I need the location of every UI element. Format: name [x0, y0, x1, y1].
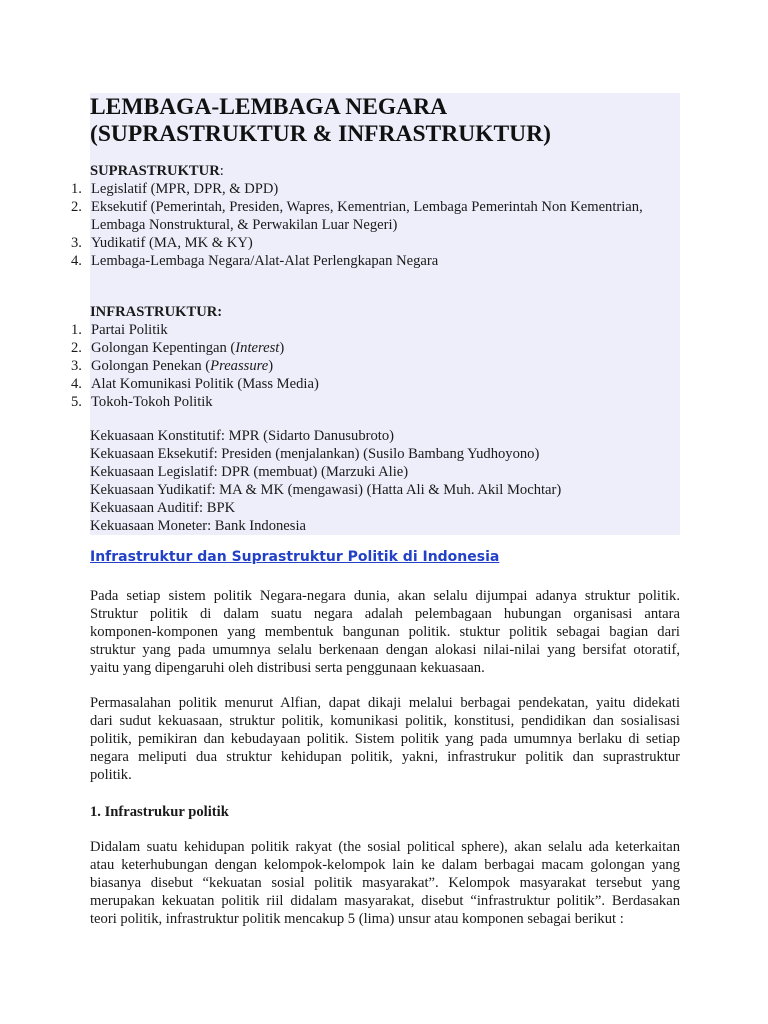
list-item: 5. Tokoh-Tokoh Politik	[71, 394, 213, 410]
paragraph-1: Pada setiap sistem politik Negara-negara dunia, akan selalu dijumpai adanya struktur politik. Struktur politik di dalam suatu negara adalah pelembagaan hubungan organisasi antara komponen-komponen yang membentuk bangunan politik. stuktur politik sebagai bagian dari struktur yang pada umumnya selalu berkenaan dengan alokasi nilai-nilai yang bersifat otoratif, yaitu yang dipengaruhi oleh distribusi serta penggunaan kekuasaan.	[90, 588, 680, 676]
paragraph-2: Permasalahan politik menurut Alfian, dapat dikaji melalui berbagai pendekatan, yaitu didekati dari sudut kekuasaan, struktur politik, komunikasi politik, konstitusi, pendidikan dan sosialisasi politik, pemikiran dan kebudayaan politik. Sistem politik yang pada umumnya berlaku di setiap negara meliputi dua struktur kehidupan politik, yakni, infrastrukur politik dan suprastruktur politik.	[90, 695, 680, 783]
article-title-link[interactable]: Infrastruktur dan Suprastruktur Politik di Indonesia	[90, 549, 500, 565]
kekuasaan-line: Kekuasaan Auditif: BPK	[90, 500, 236, 516]
list-item: 3. Golongan Penekan (Preassure)	[71, 358, 274, 374]
kekuasaan-line: Kekuasaan Yudikatif: MA & MK (mengawasi) (Hatta Ali & Muh. Akil Mochtar)	[90, 482, 562, 498]
suprastruktur-list	[0, 180, 680, 270]
kekuasaan-list	[90, 427, 561, 535]
list-item: 1. Partai Politik	[71, 322, 168, 338]
suprastruktur-heading: SUPRASTRUKTUR:	[90, 163, 224, 179]
list-item: 1. Legislatif (MPR, DPR, & DPD)	[71, 181, 279, 197]
title-line-1: LEMBAGA-LEMBAGA NEGARA	[90, 94, 448, 120]
section-subheading: 1. Infrastrukur politik	[90, 804, 229, 820]
kekuasaan-line: Kekuasaan Legislatif: DPR (membuat) (Marzuki Alie)	[90, 464, 409, 480]
title-line-2: (SUPRASTRUKTUR & INFRASTRUKTUR)	[90, 121, 551, 147]
list-item: 4. Lembaga-Lembaga Negara/Alat-Alat Perlengkapan Negara	[71, 253, 439, 269]
list-item: 2. Eksekutif (Pemerintah, Presiden, Wapres, Kementrian, Lembaga Pemerintah Non Kementrian, Lembaga Nonstruktural, & Perwakilan Luar Negeri)	[71, 199, 643, 233]
list-item: 4. Alat Komunikasi Politik (Mass Media)	[71, 376, 319, 392]
page-title	[90, 94, 551, 148]
kekuasaan-line: Kekuasaan Moneter: Bank Indonesia	[90, 518, 306, 534]
list-item: 2. Golongan Kepentingan (Interest)	[71, 340, 285, 356]
paragraph-3: Didalam suatu kehidupan politik rakyat (the sosial political sphere), akan selalu ada keterkaitan atau keterhubungan dengan kelompok-kelompok lain ke dalam berbagai macam golongan yang biasanya disebut “kekuatan sosial politik masyarakat”. Kelompok masyarakat tersebut yang merupakan kekuatan politik riil didalam masyarakat, disebut “infrastruktur politik”. Berdasakan teori politik, infrastruktur politik mencakup 5 (lima) unsur atau komponen sebagai berikut :	[90, 839, 680, 927]
infrastruktur-list	[0, 321, 680, 411]
list-item: 3. Yudikatif (MA, MK & KY)	[71, 235, 253, 251]
kekuasaan-line: Kekuasaan Eksekutif: Presiden (menjalankan) (Susilo Bambang Yudhoyono)	[90, 446, 540, 462]
kekuasaan-line: Kekuasaan Konstitutif: MPR (Sidarto Danusubroto)	[90, 428, 395, 444]
infrastruktur-heading: INFRASTRUKTUR:	[90, 304, 223, 320]
